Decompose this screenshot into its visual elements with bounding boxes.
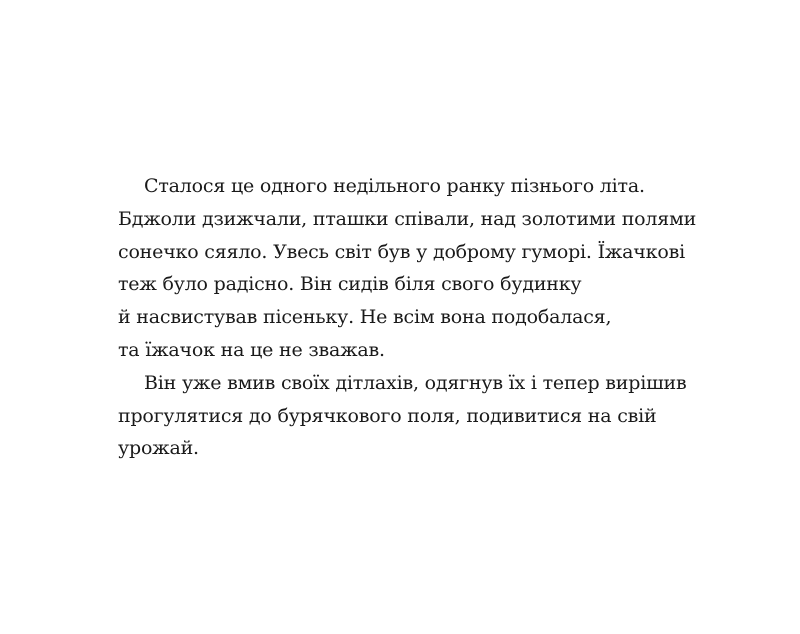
paragraph-1-line-3: сонечко сяяло. Увесь світ був у доброму гуморі. Їжачкові: [118, 240, 685, 263]
paragraph-2-line-2: прогулятися до бурячкового поля, подивитися на свій: [118, 404, 657, 427]
paragraph-1-line-2: Бджоли дзижчали, пташки співали, над золотими полями: [118, 207, 697, 230]
paragraph-2-line-3: урожай.: [118, 437, 199, 460]
paragraph-1-line-6: та їжачок на це не зважав.: [118, 338, 385, 361]
paragraph-1-line-5: й насвистував пісеньку. Не всім вона подобалася,: [118, 306, 612, 329]
paragraph-1-line-1: Сталося це одного недільного ранку пізнього літа.: [144, 175, 645, 197]
story-text: [118, 170, 697, 465]
paragraph-2-line-1: Він уже вмив своїх дітлахів, одягнув їх і тепер вирішив: [144, 371, 687, 394]
paragraph-1-line-4: теж було радісно. Він сидів біля свого будинку: [118, 273, 582, 296]
